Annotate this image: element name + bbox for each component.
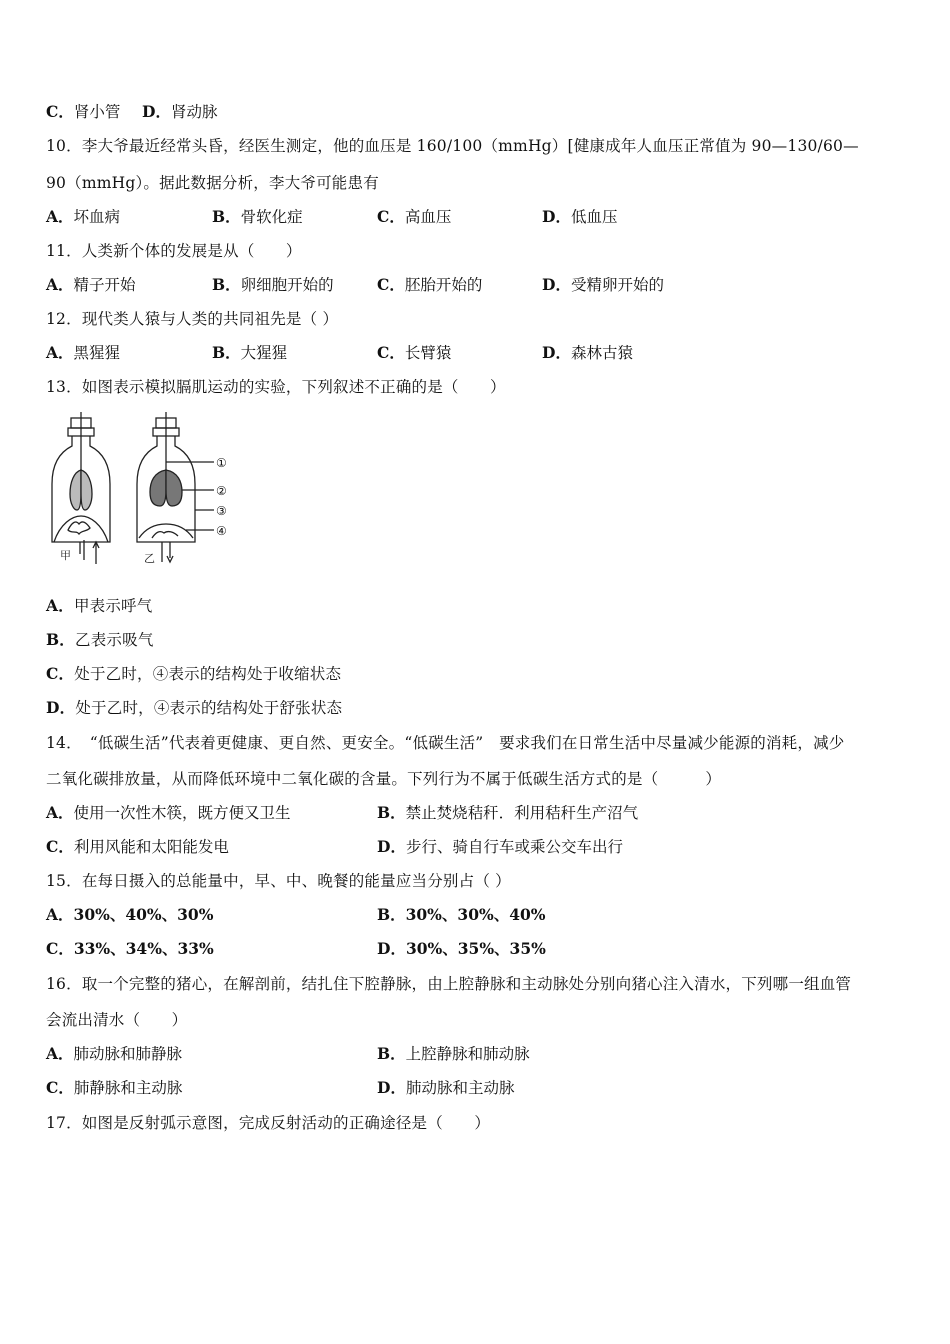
marker-2: ②	[216, 484, 227, 498]
q10-option-d[interactable]: D．低血压	[542, 207, 618, 226]
q14-stem-line2: 二氧化碳排放量，从而降低环境中二氧化碳的含量。下列行为不属于低碳生活方式的是（ ）	[46, 770, 722, 788]
q11-option-d[interactable]: D．受精卵开始的	[542, 275, 664, 294]
q16-stem-line2: 会流出清水（ ）	[46, 1011, 188, 1029]
q14-stem-line1: 14． “低碳生活”代表着更健康、更自然、更安全。“低碳生活” 要求我们在日常生活中尽量减少能源的消耗，减少	[46, 734, 845, 752]
q12-stem: 12．现代类人猿与人类的共同祖先是（ ）	[46, 310, 339, 328]
q13-option-a[interactable]: A．甲表示呼气	[46, 596, 153, 615]
q12-option-d[interactable]: D．森林古猿	[542, 343, 633, 362]
q14-options-row2	[46, 837, 906, 857]
q15-stem: 15．在每日摄入的总能量中，早、中、晚餐的能量应当分别占（ ）	[46, 872, 511, 890]
jar-left	[52, 412, 110, 564]
q11-option-a[interactable]: A．精子开始	[46, 275, 136, 294]
q16-option-a[interactable]: A．肺动脉和肺静脉	[46, 1044, 183, 1063]
q14-option-c[interactable]: C．利用风能和太阳能发电	[46, 837, 229, 856]
bell-jar-diaphragm-figure	[46, 412, 246, 572]
q11-option-c[interactable]: C．胚胎开始的	[377, 275, 483, 294]
q15-options-row2	[46, 939, 906, 959]
q14-option-d[interactable]: D．步行、骑自行车或乘公交车出行	[377, 837, 623, 856]
q9-option-c[interactable]: C．肾小管	[46, 102, 121, 121]
figure-label-right: 乙	[144, 552, 155, 565]
q13-stem: 13．如图表示模拟膈肌运动的实验，下列叙述不正确的是（ ）	[46, 378, 506, 396]
q14-option-a[interactable]: A．使用一次性木筷，既方便又卫生	[46, 803, 291, 822]
figure-label-left: 甲	[60, 549, 71, 562]
q15-option-b[interactable]: B．30%、30%、40%	[377, 905, 546, 924]
q15-option-a[interactable]: A．30%、40%、30%	[46, 905, 214, 924]
q16-option-d[interactable]: D．肺动脉和主动脉	[377, 1078, 515, 1097]
q11-option-b[interactable]: B．卵细胞开始的	[212, 275, 334, 294]
q9-option-d[interactable]: D．肾动脉	[142, 102, 218, 121]
q12-option-c[interactable]: C．长臂猿	[377, 343, 452, 362]
q10-options	[46, 207, 906, 227]
q16-stem-line1: 16．取一个完整的猪心，在解剖前，结扎住下腔静脉，由上腔静脉和主动脉处分别向猪心注入清水，下列哪一组血管	[46, 975, 852, 993]
q16-options-row1	[46, 1044, 906, 1064]
q12-options	[46, 343, 906, 363]
q12-option-b[interactable]: B．大猩猩	[212, 343, 288, 362]
jar-right	[137, 412, 214, 562]
marker-4: ④	[216, 524, 227, 538]
q13-option-d[interactable]: D．处于乙时，④表示的结构处于舒张状态	[46, 698, 343, 717]
marker-3: ③	[216, 504, 227, 518]
q14-option-b[interactable]: B．禁止焚烧秸秆．利用秸秆生产沼气	[377, 803, 639, 822]
q15-option-d[interactable]: D．30%、35%、35%	[377, 939, 546, 958]
q15-options-row1	[46, 905, 906, 925]
q17-stem: 17．如图是反射弧示意图，完成反射活动的正确途径是（ ）	[46, 1114, 491, 1132]
q11-options	[46, 275, 906, 295]
q13-option-c[interactable]: C．处于乙时，④表示的结构处于收缩状态	[46, 664, 342, 683]
q16-options-row2	[46, 1078, 906, 1098]
q13-option-b[interactable]: B．乙表示吸气	[46, 630, 154, 649]
q9-options	[46, 102, 906, 122]
q10-stem-line2: 90（mmHg）。据此数据分析，李大爷可能患有	[46, 174, 379, 192]
q10-option-b[interactable]: B．骨软化症	[212, 207, 303, 226]
q12-option-a[interactable]: A．黑猩猩	[46, 343, 121, 362]
q10-option-a[interactable]: A．坏血病	[46, 207, 121, 226]
q14-options-row1	[46, 803, 906, 823]
q16-option-b[interactable]: B．上腔静脉和肺动脉	[377, 1044, 530, 1063]
q10-stem-line1: 10．李大爷最近经常头昏，经医生测定，他的血压是 160/100（mmHg）[健康成年人血压正常值为 90—130/60—	[46, 137, 859, 155]
marker-1: ①	[216, 456, 227, 470]
q10-option-c[interactable]: C．高血压	[377, 207, 452, 226]
q16-option-c[interactable]: C．肺静脉和主动脉	[46, 1078, 183, 1097]
q15-option-c[interactable]: C．33%、34%、33%	[46, 939, 214, 958]
q11-stem: 11．人类新个体的发展是从（ ）	[46, 242, 302, 260]
